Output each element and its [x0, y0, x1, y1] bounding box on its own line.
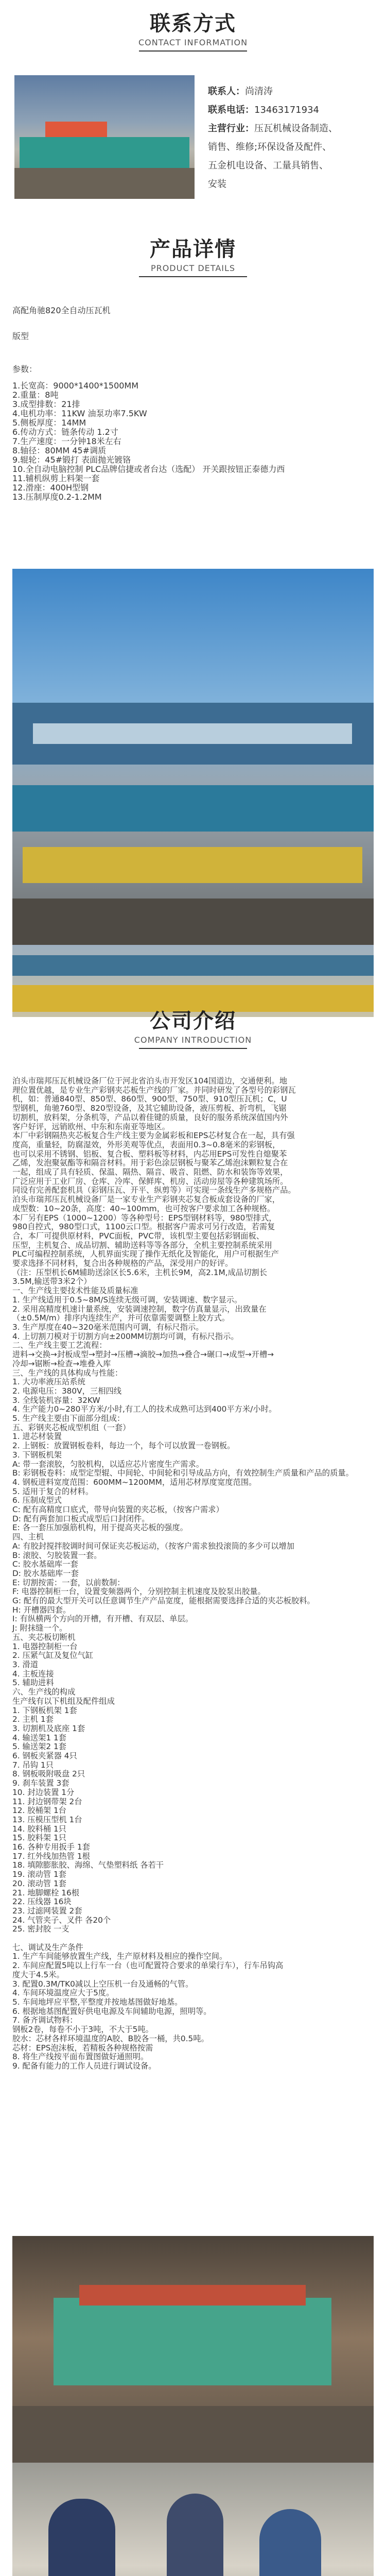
- intro-line: 进料→交换→封板成型→塑封→压槽→滴胶→加热→叠合→碾口→成型→开槽→: [12, 1350, 274, 1360]
- intro-line: 25. 密封胶 一支: [12, 1924, 69, 1934]
- business-line: 销售、维修;环保设备及配件、: [208, 142, 332, 152]
- intro-line: 五、彩钢夹芯板成型机组（一套）: [12, 1422, 131, 1432]
- contact-header: [0, 7, 386, 52]
- param-item: 5.侧板厚度：14MM: [12, 418, 86, 428]
- intro-line: G: 配有的最大型开关可以任意调节生产产品宽度，能根据需要选择合适的夹芯板胶料。: [12, 1596, 315, 1606]
- intro-line: C: 配有高精度口底式，带导向装置的夹芯板，（按客户需求）: [12, 1505, 224, 1515]
- intro-line: 14. 胶料桶 1只: [12, 1824, 66, 1834]
- intro-line: 2. 采用高精度机速计量系统，安装调速控制，数字仿真量显示，出致量在: [12, 1304, 267, 1314]
- intro-line: 5. 辅助进料: [12, 1678, 54, 1688]
- intro-line: 22. 压线器 16块: [12, 1897, 72, 1907]
- intro-line: 1. 生产线适用于0.5~8M/S连续无级可调，安装调速、数字显示。: [12, 1295, 242, 1304]
- company-intro: [12, 1077, 374, 2071]
- intro-line: 2. 上钢板：放置钢板卷料，每边一个，每个可以放置一卷钢板。: [12, 1441, 235, 1451]
- business-row: [208, 120, 378, 138]
- intro-line: 19. 滚动管 1套: [12, 1870, 66, 1879]
- intro-line: 9. 配备有能力的工作人员进行调试设备。: [12, 2061, 156, 2071]
- divider: [139, 276, 247, 277]
- intro-line: 切割机，放料架，分条机等，产品以着佳键的质量，良好的服务系统深值国内外: [12, 1112, 288, 1122]
- intro-line: 20. 滚动管 1套: [12, 1878, 66, 1888]
- intro-line: 10. 封边装置 1分: [12, 1787, 75, 1797]
- intro-line: 1. 大功率液压站系统: [12, 1377, 85, 1387]
- contact-person-row: [208, 82, 378, 101]
- param-item: 8.轴径：80MM 45#调质: [12, 446, 107, 455]
- intro-line: 7. 吊钩 1只: [12, 1760, 54, 1770]
- intro-line: 6. 根据地基图配置好供电电源及车间辅助电源，照明等。: [12, 2006, 212, 2016]
- workshop-photo: [12, 2236, 374, 2463]
- intro-line: 1. 进芯材装置: [12, 1432, 62, 1442]
- intro-line: 8. 钢板吸附吸盘 2只: [12, 1769, 85, 1779]
- intro-line: 一、生产线主要技术性能及质量标准: [12, 1286, 138, 1296]
- intro-line: D: 配有两套加口板式成型后口封闭件。: [12, 1514, 150, 1523]
- intro-line: 6. 压制成型式: [12, 1496, 62, 1505]
- intro-line: 3. 下钢板机架: [12, 1450, 62, 1460]
- intro-line: 要求选择不同材料，复合出各种规格的产品，深受用户的好评。: [12, 1259, 233, 1268]
- param-item: 3.成型排数：21排: [12, 399, 80, 409]
- intro-line: 度高，重量轻，防腐湿效，外形美观等优点，表面用0.3~0.8毫米的彩钢板，: [12, 1140, 280, 1149]
- intro-line: 17. 红外线加热管 1根: [12, 1851, 90, 1861]
- intro-line: 3. 滑道: [12, 1660, 39, 1669]
- intro-line: 5. 输送架2 1套: [12, 1742, 66, 1752]
- business-line: 五金机电设备、工量具销售、: [208, 160, 328, 171]
- params-list: [12, 381, 373, 502]
- param-item: 12.滑座：400H型钢: [12, 483, 89, 493]
- param-item: 2.重量：8吨: [12, 390, 59, 400]
- intro-line: 23. 过滤网装置 2套: [12, 1906, 82, 1916]
- param-item: 9.辊轮：45#锻打 表面抛光镀铬: [12, 455, 131, 465]
- intro-line: 5. 适用于复合的材料。: [12, 1486, 94, 1496]
- intro-line: 三、生产线的具体构成与性能：: [12, 1368, 123, 1378]
- intro-line: E: 各一套压加强筋机构，用于提高夹芯板的强度。: [12, 1523, 188, 1533]
- intro-line: I: 有纵横两个方向的开槽，有开槽、有双层、单层。: [12, 1614, 194, 1624]
- contact-name: 尚清涛: [245, 86, 273, 97]
- intro-line: 合，本厂可提供原材料，PVC面板，PVC带，该机型主要包括彩钢面板、: [12, 1231, 265, 1241]
- intro-line: 六、生产线的构成: [12, 1687, 76, 1697]
- intro-line: 3. 切割机及底座 1套: [12, 1723, 85, 1733]
- intro-line: 4. 车间环境温度应大于5度。: [12, 1988, 114, 1998]
- intro-line: 980自控式，980型口式，1100云口型。根据客户需求可另行改造，若需复: [12, 1222, 275, 1232]
- param-item: 1.长宽高：9000*1400*1500MM: [12, 381, 139, 391]
- intro-line: 同设有完善配套机具（彩钢压瓦、开平、纵剪等）可实现一条线生产多规格产品。: [12, 1185, 296, 1195]
- param-item: 13.压制厚度0.2-1.2MM: [12, 492, 102, 502]
- intro-line: 2. 车间应配置5吨以上行车一台（也可配置符合要求的单梁行车），行车吊钩高: [12, 1961, 284, 1971]
- intro-line: 冷却→锯断→检查→堆叠入库: [12, 1359, 111, 1368]
- intro-line: 型钢机，角驰760型、820型设备，及其它辅助设备，液压剪板、折弯机，飞锯: [12, 1104, 287, 1113]
- intro-line: 5. 生产线主要由下面部分组成：: [12, 1414, 125, 1423]
- intro-line: 12. 胶桶架 1台: [12, 1806, 66, 1816]
- intro-line: 4. 输送架1 1套: [12, 1733, 66, 1742]
- intro-line: [12, 1934, 374, 1943]
- intro-line: 泊头市瑞邦压瓦机械设备厂位于河北省泊头市开发区104国道边，交通便利。地: [12, 1076, 287, 1086]
- param-item: 4.电机功率：11KW 油泵功率7.5KW: [12, 409, 147, 418]
- intro-line: 8. 将生产线按平面布置图做好通照明。: [12, 2052, 149, 2062]
- divider: [139, 1048, 247, 1049]
- intro-line: 1. 生产车间能够放置生产线，生产原材料及相应的操作空间。: [12, 1952, 227, 1961]
- intro-line: 泊头市瑞邦压瓦机械设备厂是一家专业生产彩钢夹芯复合板成套设备的厂家，: [12, 1195, 280, 1205]
- intro-line: E: 切割按需：一套，以前数制：: [12, 1578, 125, 1587]
- contact-title: 联系方式: [150, 12, 236, 36]
- intro-line: B: 彩钢板卷料：成型定型辊、中间轮、中间轮和引导成品方向，有效控制生产质量和产品的质量。: [12, 1468, 354, 1478]
- intro-line: 一起，组成了具有轻质、保温、隔热、隔音、吸音、阻燃、防水和装饰等效果，: [12, 1167, 288, 1177]
- intro-line: 乙烯，发泡聚氨酯等和隔音材料。用于彩色涂层钢板与聚苯乙烯泡沫颗粒复合在: [12, 1158, 288, 1168]
- intro-line: 1. 下钢板机架 1套: [12, 1705, 77, 1715]
- intro-line: 21. 地脚螺栓 16根: [12, 1888, 80, 1897]
- intro-line: 客户好评，远销欧州、中东和东南亚等地区。: [12, 1122, 170, 1131]
- business-line: 压瓦机械设备制造、: [254, 123, 338, 134]
- intro-line: 广泛应用于工业厂房、仓库、冷库、保鲜库、机房、活动房屋等各种建筑场所。: [12, 1176, 288, 1186]
- intro-line: 2. 压紧气缸及复位气缸: [12, 1651, 94, 1660]
- intro-line: 芯材：EPS泡沫板，若精板各种规格按需: [12, 2043, 153, 2053]
- intro-line: 6. 钢板夹紧器 4只: [12, 1751, 77, 1761]
- intro-line: 本厂中彩钢隔热夹芯板复合生产线主要为金属彩板和EPS芯材复合在一起，具有强: [12, 1131, 295, 1141]
- machine-photo-1: [12, 569, 374, 945]
- param-item: 11.辅机纵剪上料架一套: [12, 473, 100, 483]
- intro-line: 胶水：芯材各样环境温度的A胶、B胶各一桶，共0.5吨。: [12, 2033, 209, 2043]
- phone-number[interactable]: 13463171934: [254, 105, 319, 115]
- intro-line: 本厂另有EPS（1000~1200）等各种型号：EPS型钢材料等，980型排式，: [12, 1213, 277, 1223]
- company-subtitle: COMPANY INTRODUCTION: [134, 1035, 252, 1045]
- intro-line: 15. 胶料架 1只: [12, 1833, 66, 1843]
- intro-line: 16. 各种专用扳手 1套: [12, 1842, 90, 1852]
- intro-line: 4. 主板连接: [12, 1669, 54, 1679]
- intro-line: B: 滚胶、匀胶装置一套。: [12, 1550, 102, 1560]
- intro-line: F: 电器控制柜一台，设置变频器两个，分别控制主机速度及胶泵出胶量。: [12, 1587, 266, 1597]
- intro-line: （±0.5M/m）排序内连续生产，并可依靠需要调整上胶方式。: [12, 1313, 230, 1323]
- intro-line: 机，如：普通840型、850型、860型、900型、750型、910型压瓦机；C，U: [12, 1094, 287, 1104]
- intro-line: 3. 生产厚度在40~320毫米范围内可调，有标尺指示。: [12, 1322, 204, 1332]
- intro-line: 3.5M,输送带3米2个）: [12, 1277, 92, 1286]
- intro-line: 24. 气管夹子、叉件 各20个: [12, 1915, 111, 1925]
- param-item: 6.传动方式：链条传动 1.2寸: [12, 427, 118, 437]
- workers-photo: [12, 2463, 374, 2576]
- intro-line: 2. 电源电压：380V，三相四线: [12, 1386, 122, 1396]
- phone-label: 联系电话：: [208, 105, 254, 115]
- intro-line: 理位置优越，是专业生产彩钢夹芯板生产线的厂家。并同时研发了各型号的彩钢瓦: [12, 1085, 296, 1095]
- intro-line: A: 带一套滚胶，匀胶机构，以适应芯片密度生产需求。: [12, 1459, 204, 1469]
- intro-line: 4. 钢板进料宽度范围：600MM~1200MM，适用芯材厚度宽度范围。: [12, 1477, 257, 1487]
- contact-info: [208, 82, 378, 194]
- intro-line: 钢板2卷，每卷不小于3吨，不大于5吨。: [12, 2025, 153, 2035]
- company-header: [0, 1005, 386, 1049]
- intro-line: 压型，主机复合、成品切割、辅助送料等等各部分，全机主要控制系统采用: [12, 1240, 272, 1250]
- intro-line: 13. 压模压型机 1台: [12, 1815, 82, 1824]
- phone-row: [208, 101, 378, 120]
- intro-line: 五、夹芯板切断机: [12, 1632, 76, 1642]
- intro-line: D: 胶水基础库一套: [12, 1568, 79, 1578]
- intro-line: A: 有胶封搅拌胶调时间可保证夹芯板运动，（按客户需求独投滚筒的多少可以增加: [12, 1541, 294, 1551]
- intro-line: 也可以采用不锈钢、铝板、复合板、塑料板等材料，内芯用EPS可发性自熄聚苯: [12, 1149, 287, 1159]
- company-title: 公司介绍: [150, 1009, 236, 1033]
- intro-line: C: 胶水基础库一套: [12, 1560, 78, 1569]
- intro-line: 成型数：10~20条，高度：40~100mm，也可按客户要求加工各种规格。: [12, 1204, 275, 1213]
- intro-line: 3. 全线装机容量：32KW: [12, 1395, 100, 1405]
- intro-line: J: 附抹缝一个。: [12, 1623, 67, 1633]
- details-header: [0, 233, 386, 277]
- intro-line: 3. 配置0.3M/TK0减以上空压机一台及通畅的气管。: [12, 1979, 194, 1989]
- model-label: 版型: [12, 331, 29, 341]
- intro-line: 4. 上切割刀模对于切割方向±200MM切割均可调，有标尺指示。: [12, 1331, 239, 1341]
- intro-line: 7. 备齐调试物料：: [12, 2015, 78, 2025]
- intro-line: 11. 封边钢带架 2台: [12, 1797, 82, 1806]
- details-title: 产品详情: [150, 238, 236, 261]
- params-heading: 参数：: [12, 364, 38, 374]
- intro-line: PLC可编程控制系统，人机界面实现了操作无纸化及智能化，用户可根据生产: [12, 1249, 279, 1259]
- intro-line: 18. 填隙膨胀胶、海绵、气垫塑料纸 各若干: [12, 1860, 164, 1870]
- details-subtitle: PRODUCT DETAILS: [150, 263, 236, 273]
- divider: [139, 50, 247, 52]
- business-label: 主营行业：: [208, 123, 254, 134]
- contact-subtitle: CONTACT INFORMATION: [138, 38, 248, 47]
- intro-line: H: 开槽器四套。: [12, 1605, 71, 1615]
- contact-label: 联系人：: [208, 86, 245, 97]
- intro-line: 四、主机: [12, 1532, 44, 1542]
- param-item: 7.生产速度：一分钟18米左右: [12, 436, 121, 446]
- intro-line: 1. 电器控制柜一台: [12, 1641, 78, 1651]
- intro-line: 七、调试及生产条件: [12, 1942, 83, 1952]
- intro-line: 生产线有以下机组及配件组成: [12, 1696, 115, 1706]
- intro-line: 度大于4.5米。: [12, 1970, 64, 1979]
- intro-line: 9. 刹车装置 3套: [12, 1778, 69, 1788]
- intro-line: 2. 主机 1套: [12, 1715, 54, 1724]
- product-name: 高配角驰820全自动压瓦机: [12, 306, 111, 315]
- param-item: 10.全自动电脑控制 PLC品牌信捷或者台达（选配） 开关跟按钮正泰德力西: [12, 464, 285, 474]
- intro-line: 5. 车间地坪应平整,平整度并按地基图做好地基。: [12, 1997, 183, 2007]
- intro-line: （注：压型机长6M辅助送涂区长5.6米，主机长9M，高2.1M,成品切割长: [12, 1267, 267, 1277]
- factory-photo: [14, 75, 195, 199]
- business-line: 安装: [208, 179, 226, 190]
- intro-line: 二、生产线主要工艺流程：: [12, 1341, 107, 1350]
- intro-line: 4. 生产能力0~280平方米/小时,有工人的技术成熟可达到400平方米/小时。: [12, 1404, 277, 1414]
